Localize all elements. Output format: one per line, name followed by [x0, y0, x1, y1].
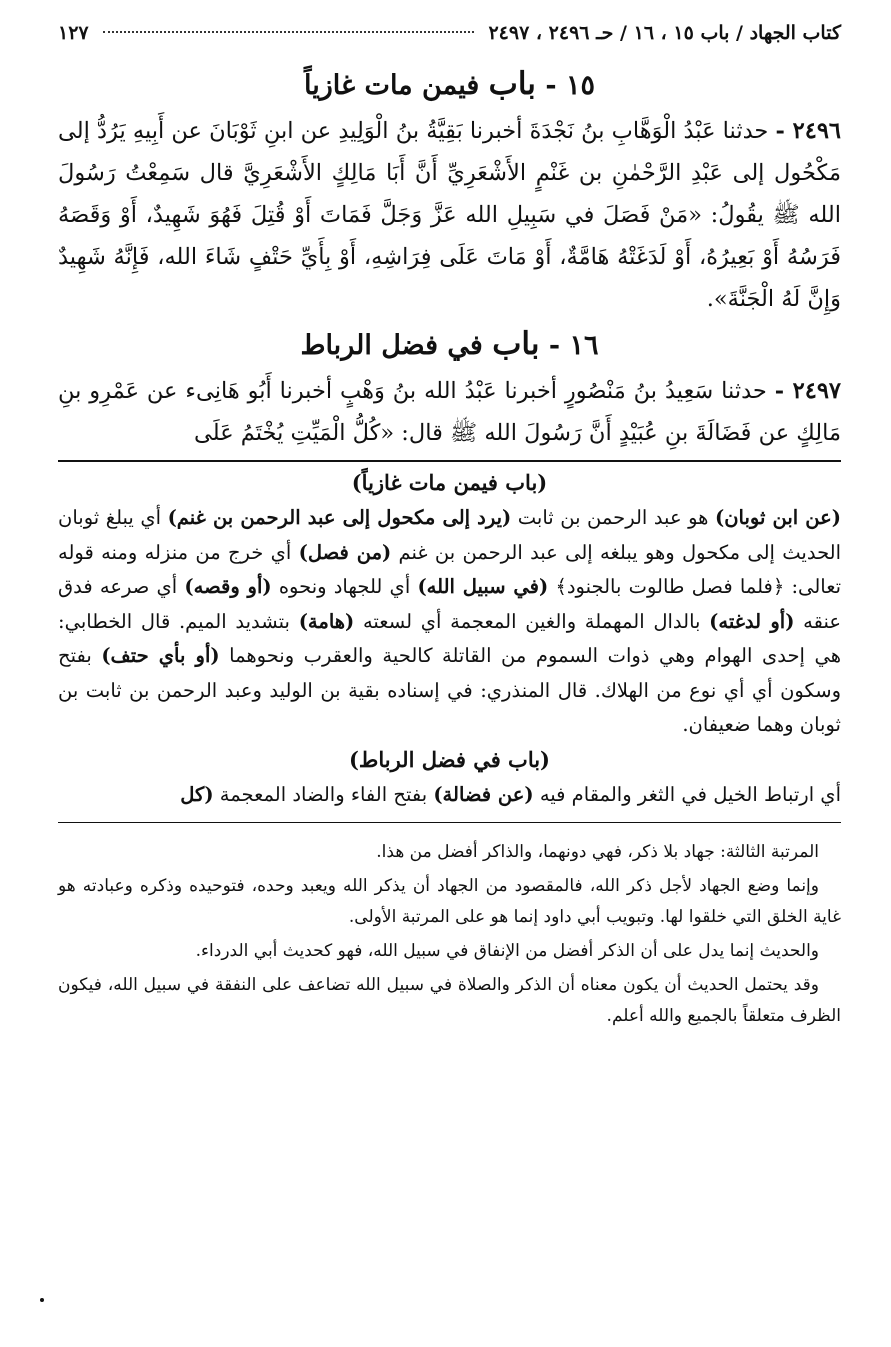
commentary-term: (يرد إلى مكحول إلى عبد الرحمن بن غنم) [167, 506, 512, 529]
margin-dot [40, 1298, 44, 1302]
commentary-text: أي صرعه فدق عنقه [58, 575, 841, 633]
commentary-text: أي للجهاد ونحوه [271, 575, 418, 598]
commentary-divider [58, 460, 841, 462]
page-number: ١٢٧ [58, 22, 89, 44]
commentary-text: بالدال المهملة والغين المعجمة أي لسعته [354, 609, 710, 633]
commentary-term: (عن فضالة) [433, 782, 534, 806]
footnotes-divider [58, 822, 841, 823]
commentary-paragraph-1 [58, 501, 841, 743]
section-15-heading: فيمن مات غازياً [304, 70, 480, 101]
commentary-term: (هامة) [298, 609, 355, 633]
header-dot-leader [103, 31, 475, 33]
footnote-line: المرتبة الثالثة: جهاد بلا ذكر، فهي دونهما، والذاكر أفضل من هذا. [376, 842, 819, 862]
running-header [58, 22, 841, 60]
section-16-heading: في فضل الرباط [300, 330, 483, 361]
commentary-text: بفتح الفاء والضاد المعجمة [213, 782, 434, 806]
commentary-paragraph-2 [58, 778, 841, 813]
commentary-title-1: (باب فيمن مات غازياً) [351, 470, 548, 495]
commentary-text: أي يبلغ ثوبان الحديث إلى مكحول وهو يبلغه إلى عبد الرحمن بن غنم [58, 506, 842, 564]
section-15-bab: باب [488, 66, 536, 102]
commentary-term: (أو وقصه) [184, 575, 272, 598]
commentary-text: أي خرج من منزله ومنه قوله تعالى: ﴿فلما فصل طالوت بالجنود﴾ [58, 540, 842, 598]
section-15-number: ١٥ - [545, 70, 595, 101]
section-16-title [58, 326, 841, 362]
running-title: كتاب الجهاد / باب ١٥ ، ١٦ / حـ ٢٤٩٦ ، ٢٤٩٧ [488, 22, 841, 44]
commentary-term: (عن ابن ثوبان) [714, 506, 841, 529]
commentary-term: (من فصل) [298, 540, 392, 564]
commentary-text: هو عبد الرحمن بن ثابت [511, 506, 715, 529]
section-16-number: ١٦ - [548, 330, 599, 361]
hadith-2496-text: حدثنا عَبْدُ الْوَهَّابِ بنُ نَجْدَةَ أخبرنا بَقِيَّةُ بنُ الْوَلِيدِ عن ابنِ ثَوْبَانَ عن أَبِيهِ يَرُدُّ إلى مَكْحُول إلى عَبْدِ الرَّحْمٰنِ بن غَنْمٍ الأَشْعَرِيِّ أَنَّ أَبَا مَالِكٍ الأَشْعَرِيَّ قال سَمِعْتُ رَسُولَ الله ﷺ يقُولُ: «مَنْ فَصَلَ في سَبِيلِ الله عَزَّ وَجَلَّ فَمَاتَ أَوْ قُتِلَ فَهُوَ شَهِيدٌ، أَوْ وَقَصَهُ فَرَسُهُ أَوْ بَعِيرُهُ، أَوْ لَدَغَتْهُ هَامَّةٌ، أَوْ مَاتَ عَلَى فِرَاشِهِ، أَوْ بِأَيِّ حَتْفٍ شَاءَ الله، فَإِنَّهُ شَهِيدٌ وَإِنَّ لَهُ الْجَنَّةَ». [58, 118, 841, 312]
commentary-text: بفتح وسكون أي أي نوع من الهلاك. قال المنذري: في إسناده بقية بن الوليد وعبد الرحمن بن ثابت بن ثوبان وهما ضعيفان. [58, 644, 841, 736]
footnotes [58, 837, 841, 1032]
hadith-2496-number: ٢٤٩٦ - [775, 118, 842, 144]
footnote-line: وإنما وضع الجهاد لأجل ذكر الله، فالمقصود من الجهاد أن يذكر الله ويعبد وحده، فتوحيده وذكره وعبادته هو غاية الخلق التي خلقوا لها. وتبويب أبي داود إنما هو على المرتبة الأولى. [58, 876, 841, 927]
footnote-line: والحديث إنما يدل على أن الذكر أفضل من الإنفاق في سبيل الله، فهو كحديث أبي الدرداء. [195, 941, 819, 961]
hadith-2497-number: ٢٤٩٧ - [774, 378, 842, 404]
commentary-term: (في سبيل الله) [417, 575, 549, 598]
commentary-text: أي ارتباط الخيل في الثغر والمقام فيه [533, 782, 841, 806]
commentary-text: بتشديد الميم. قال الخطابي: هي إحدى الهوام وهي ذوات السموم من القاتلة كالحية والعقرب ونحوهما [58, 609, 841, 667]
commentary-title-2: (باب في فضل الرباط) [349, 746, 550, 772]
footnote-line: وقد يحتمل الحديث أن يكون معناه أن الذكر والصلاة في سبيل الله تضاعف على النفقة في سبيل الله، فيكون الظرف متعلقاً بالجميع والله أعلم. [58, 975, 841, 1026]
commentary-term: (كل [180, 782, 214, 806]
hadith-2496 [58, 110, 841, 320]
hadith-2497 [58, 370, 841, 454]
hadith-2497-text: حدثنا سَعِيدُ بنُ مَنْصُورٍ أخبرنا عَبْدُ الله بنُ وَهْبٍ أخبرنا أَبُو هَانِىء عن عَمْرِو بنِ مَالِكٍ عن فَضَالَةَ بنِ عُبَيْدٍ أَنَّ رَسُولَ الله ﷺ قال: «كُلُّ الْمَيِّتِ يُخْتَمُ عَلَى [58, 378, 841, 446]
section-15-title [58, 66, 841, 102]
page [58, 22, 841, 1035]
commentary-term: (أو لدغته) [709, 609, 795, 633]
commentary-term: (أو بأي حتف) [101, 644, 220, 667]
section-16-bab: باب [492, 326, 540, 362]
